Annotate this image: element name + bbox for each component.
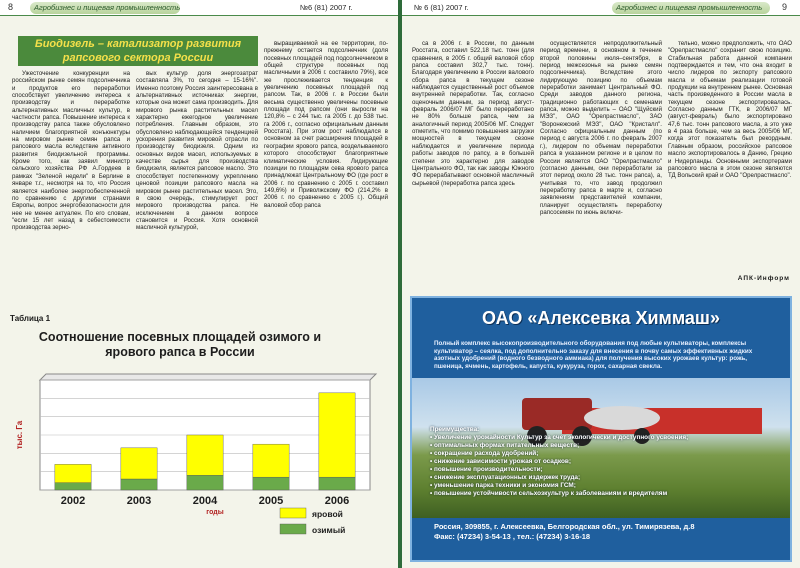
bar-spring xyxy=(319,393,355,477)
bar-winter xyxy=(187,475,223,490)
legend-swatch xyxy=(280,524,306,534)
bar-spring xyxy=(121,448,157,479)
ad-list-item: • повышение устойчивости сельхозкультур к заболеваниям и вредителям xyxy=(430,490,668,497)
ad-list-item: • повышение производительности; xyxy=(430,466,543,473)
ad-benefits xyxy=(430,426,710,498)
page-number-left: 8 xyxy=(8,2,14,12)
legend-label: яровой xyxy=(312,509,343,519)
right-page xyxy=(402,0,800,568)
bar-winter xyxy=(55,483,91,490)
left-col3 xyxy=(264,40,388,330)
ad-intro: Полный комплекс высокопроизводительного оборудования под любые культиваторы, комплексы культиватор – сеялка, под дополнительно заказу для внесения в почву самых эффективных жидких азотных удобрений (водного безводного аммиака) для получения высоких урожаев культур: рожь, пшеница, ячмень, картофель, капуста, кукуруза, горох, сахарная свекла. xyxy=(434,340,753,370)
right-header xyxy=(402,0,800,16)
x-axis-label: годы xyxy=(206,509,224,516)
bar-chart xyxy=(0,366,398,566)
left-col1-text: Ужесточение конкуренции на российском рынке семян подсолнечника и продуктов его переработки способствует увеличению интереса к производству и переработке альтернативных масличных культур, в частности рапса. Повышение интереса к производству рапса также обусловлено наличием благоприятной конъюнктуры на мировом рынке семян рапса и рапсового масла вследствие активного развития биодизельной программы. Кроме того, как заявил министр сельского хозяйства РФ А.Гордеев в рамках "Зеленой недели" в Берлине в январе т.г., несмотря на то, что Россия является наиболее энергообеспеченной по сравнению с другими странами Европы, вопрос энергобезопасности для нее не менее актуален. По его словам, "если 15 лет назад в себестоимости производства зерно- xyxy=(12,70,130,232)
right-col2 xyxy=(540,40,662,290)
ad-list-header: Преимущества: xyxy=(430,426,480,433)
y-axis-label: тыс. Га xyxy=(15,420,24,450)
ad-title: ОАО «Алексевка Химмаш» xyxy=(482,308,720,328)
x-tick-label: 2003 xyxy=(126,495,152,507)
signature: АПК-Информ xyxy=(737,275,790,282)
x-tick-label: 2004 xyxy=(192,495,218,507)
ad-list-item: • сокращение расхода удобрений; xyxy=(430,450,539,457)
right-col3-text: тельно, можно предположить, что ОАО "Орелрастмасло" сохранит свою позицию. Стабильная работа данной компании подтверждается и тем, что она входит в число лидеров по экспорту рапсового масла и объемам реализации готовой продукции на внутреннем рынке. Основная часть произведенного в России масла в текущем сезоне экспортировалась. Согласно данным ГТК, в 2006/07 МГ (август-февраль) было экспортировано 47,6 тыс. тонн рапсового масла, а это уже в 4 раза больше, чем за весь 2005/06 МГ, когда этот показатель был рекордным. Главным образом, российское рапсовое масло экспортировалось в Данию, Грецию и Нидерланды. Основными экспортерами рапсового масла в этом сезоне являются ТД Вольский край и ОАО "Орелрастмасло". xyxy=(668,40,792,180)
left-page xyxy=(0,0,398,568)
ad-contact xyxy=(434,522,695,542)
article-title: Биодизель – катализатор развития рапсового сектора России xyxy=(18,36,258,66)
left-col2-text: вых культур доля энергозатрат составляла 3%, то сегодня – 15-16%". Именно поэтому Россия заинтересована в альтернативных источниках энергии, которые она может сама производить. Для мирового рынка растительных масел характерно ежегодное увеличение потребления. Главным образом, это обусловлено наблюдающейся тенденцией ускорения развития мировой отрасли по производству биодизеля. Одним из основных видов масел, используемых в качестве сырья для производства биодизеля, является рапсовое масло. Это способствует постепенному укреплению ценовой позиции рапсового масла на мировом рынке растительных масел. Это, в свою очередь, стимулирует рост мирового производства рапса. Не исключением в данном вопросе становится и Россия. Хотя основной масличной культурой, xyxy=(136,70,258,232)
ad-list-item: • снижение зависимости урожая от осадков; xyxy=(430,458,571,465)
ad-phones: Факс: (47234) 3-54-13 , тел.: (47234) 3-16-18 xyxy=(434,532,591,541)
x-tick-label: 2002 xyxy=(60,495,86,507)
chart-title: Соотношение посевных площадей озимого и ярового рапса в России xyxy=(38,330,322,359)
left-header xyxy=(0,0,398,16)
ad-list-item: • снижение эксплуатационных издержек труда; xyxy=(430,474,581,481)
ad-list-item: • уменьшение парка техники и экономия ГСМ; xyxy=(430,482,576,489)
issue-right: № 6 (81) 2007 г. xyxy=(414,3,469,12)
left-col2 xyxy=(136,70,258,314)
right-col1 xyxy=(412,40,534,290)
advertisement xyxy=(410,296,792,562)
right-col1-text: са в 2006 г. в России, по данным Росстата, составил 522,18 тыс. тонн (для сравнения, в 2005 г. общий валовой сбор рапса составил 302,7 тыс. тонн). Благодаря увеличению в России валового сбора рапса в текущем сезоне наблюдается существенный рост объемов внутренней переработки. Так, согласно оценочным данным, за период август-февраль 2006/07 МГ было переработано не 80% больше рапса, чем за аналогичный период 2005/06 МГ. Следует отметить, что помимо повышения загрузки мощностей в текущем сезоне наблюдается и увеличение периода работы заводов по рапсу, а в большей степени это характерно для заводов Центрального ФО, так как заводы Южного ФО перерабатывают основной масличный сырьевой (переработка рапса здесь xyxy=(412,40,534,187)
right-col3 xyxy=(668,40,792,276)
ad-list-item: • Увеличение урожайности Культур за счет экологически и доступного усвоения; xyxy=(430,434,689,441)
ad-address: Россия, 309855, г. Алексеевка, Белгородская обл., ул. Тимирязева, д.8 xyxy=(434,522,695,531)
x-tick-label: 2006 xyxy=(324,495,350,507)
issue-left: №6 (81) 2007 г. xyxy=(300,3,353,12)
bar-spring xyxy=(55,464,91,482)
bar-winter xyxy=(121,479,157,490)
right-col2-text: осуществляется непродолжительный период времени, в основном в течение второй половины июля–сентября, в период межсезонья на рынке семян подсолнечника). Вследствие этого лидирующую позицию по объемам переработки занимает Центральный ФО. Среди заводов данного региона, традиционно работающих с семенами рапса, можно выделить – ОАО "Щуйский МЭЗ", ОАО "Орелрастмасло", ЗАО "Воронежский МЭЗ", ОАО "Кристалл". Согласно официальным данным (по период с августа 2006 г. по февраль 2007 г.), лидером по объемам переработки рапса в указанном регионе и в целом по России является ОАО "Орелрастмасло" (согласно данным, они переработали за этот период около 28 тыс. тонн рапса), а, учитывая то, что завод продолжил переработку рапса в марте и, согласно заявлениям представителей компании, планирует осуществлять переработку рапсосемян по июнь включи- xyxy=(540,40,662,216)
legend-label: озимый xyxy=(312,525,346,535)
x-tick-label: 2005 xyxy=(258,495,284,507)
bar-spring xyxy=(253,444,289,477)
header-title-left: Агробизнес и пищевая промышленность xyxy=(34,3,181,12)
header-title-right: Агробизнес и пищевая промышленность xyxy=(616,3,763,12)
left-col3-text: выращиваемой на ее территории, по-прежнему остается подсолнечник (доля посевных площадей под подсолнечником в общей структуре посевных под масличными в 2006 г. составило 79%), все же прослеживается тенденция к увеличению посевных площадей под рапсом. Так, в 2006 г. в России были весьма существенно увеличены посевные площади под рапсом (они выросли на 120,8% – с 244 тыс. га 2005 г. до 538 тыс. га 2006 г., согласно официальным данным Росстата). При этом рост наблюдался в основном за счет расширения площадей в географии ярового рапса, возделываемого которого способствуют благоприятные климатические условия. Лидирующие позиции по площадям сева ярового рапса принадлежат Центральному ФО (где рост в 2006 г. по сравнению с 2005 г. составил 149,6%) и Приволжскому ФО (214,2% в 2006 г. по сравнению с 2005 г.). Общий валовой сбор рапса xyxy=(264,40,388,209)
ad-list-item: • оптимальных формах питательных веществ; xyxy=(430,442,580,449)
table-label: Таблица 1 xyxy=(10,314,51,323)
legend-swatch xyxy=(280,508,306,518)
left-col1 xyxy=(12,70,130,314)
bar-winter xyxy=(253,477,289,490)
plot-top-wall xyxy=(40,374,376,380)
bar-spring xyxy=(187,435,223,475)
bar-winter xyxy=(319,477,355,490)
page-number-right: 9 xyxy=(782,2,788,12)
